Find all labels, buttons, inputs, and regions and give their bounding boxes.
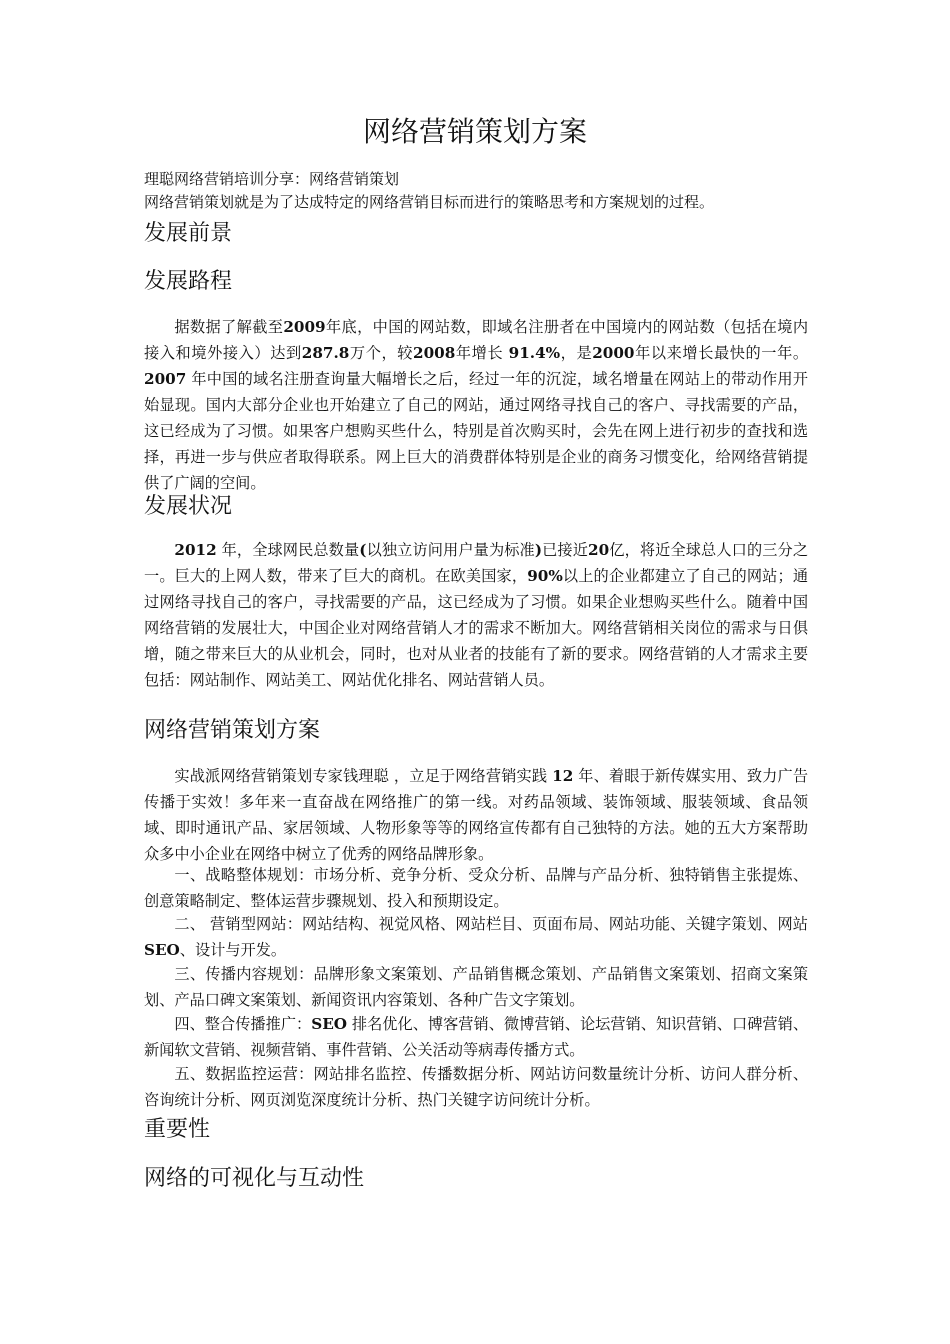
plan-item-3: 三、传播内容规划：品牌形象文案策划、产品销售概念策划、产品销售文案策划、招商文案策划、产品口碑文案策划、新闻资讯内容策划、各种广告文字策划。 xyxy=(144,965,808,1009)
paragraph-plan-intro xyxy=(144,763,808,867)
number-run: 2012 xyxy=(174,541,217,559)
text-run: 年以来增长最快的一年。 xyxy=(634,344,809,362)
document-title: 网络营销策划方案 xyxy=(362,115,587,148)
number-run: 12 xyxy=(552,767,574,785)
text-run: 四、整合传播推广： xyxy=(174,1015,312,1033)
number-run: 2009 xyxy=(283,318,326,336)
text-run: 年中国的域名注册查询量大幅增长之后，经过一年的沉淀，域名增量在网站上的带动作用开始显现。国内大部分企业也开始建立了自己的网站，通过网络寻找自己的客户、寻找需要的产品，这已经成为了习惯。如果客户想购买些什么，特别是首次购买时，会先在网上进行初步的查找和选择，再进一步与供应者取得联系。网上巨大的消费群体特别是企业的商务习惯变化，给网络营销提供了广阔的空间。 xyxy=(144,370,808,492)
paragraph-history xyxy=(144,314,808,496)
number-run: 2000 xyxy=(592,344,635,362)
text-run: 万个，较 xyxy=(349,344,414,362)
heading-importance: 重要性 xyxy=(144,1117,211,1142)
text-run: 年，全球网民总数量 xyxy=(216,541,360,559)
number-run: 20 xyxy=(588,541,610,559)
text-run: 年底，中国的网站数，即域名注册者在中国境内的网站数（包括在境内接入和境外接入）达到 xyxy=(144,318,809,362)
plan-item-5: 五、数据监控运营：网站排名监控、传播数据分析、网站访问数量统计分析、访问人群分析、咨询统计分析、网页浏览深度统计分析、热门关键字访问统计分析。 xyxy=(144,1065,808,1109)
plan-item-2 xyxy=(144,911,808,963)
text-run: 实战派网络营销策划专家钱理聪 ，立足于网络营销实践 xyxy=(174,767,553,785)
plan-item-4 xyxy=(144,1011,808,1063)
number-run: 2007 xyxy=(144,370,187,388)
seo-run: SEO xyxy=(144,941,180,959)
paragraph-status xyxy=(144,537,808,693)
text-run: 二、 营销型网站：网站结构、视觉风格、网站栏目、页面布局、网站功能、关键字策划、网站 xyxy=(174,915,808,933)
heading-status: 发展状况 xyxy=(144,494,233,519)
intro-line-definition: 网络营销策划就是为了达成特定的网络营销目标而进行的策略思考和方案规划的过程。 xyxy=(144,193,715,211)
heading-history: 发展路程 xyxy=(144,269,233,294)
text-run: 据数据了解截至 xyxy=(174,318,284,336)
number-run: 2008 xyxy=(413,344,456,362)
text-run: 已接近 xyxy=(542,541,589,559)
text-run: 排名优化、博客营销、微博营销、论坛营销、知识营销、口碑营销、新闻软文营销、视频营销、事件营销、公关活动等病毒传播方式。 xyxy=(144,1015,809,1059)
text-run: 以独立访问用户量为标准 xyxy=(366,541,535,559)
text-run: ，是 xyxy=(560,344,593,362)
heading-marketing-plan: 网络营销策划方案 xyxy=(144,718,321,743)
intro-line-source: 理聪网络营销培训分享：网络营销策划 xyxy=(144,170,400,188)
text-run: 以上的企业都建立了自己的网站；通过网络寻找自己的客户，寻找需要的产品，这已经成为了习惯。如果企业想购买些什么。随着中国网络营销的发展壮大，中国企业对网络营销人才的需求不断加大。网络营销相关岗位的需求与日俱增，随之带来巨大的从业机会，同时，也对从业者的技能有了新的要求。网络营销的人才需求主要包括：网站制作、网站美工、网站优化排名、网站营销人员。 xyxy=(144,567,809,689)
number-run: 90% xyxy=(527,567,563,585)
heading-prospects: 发展前景 xyxy=(144,221,233,246)
text-run: 年、着眼于新传媒实用、致力广告传播于实效！多年来一直奋战在网络推广的第一线。对药品领域、装饰领域、服装领域、食品领域、即时通讯产品、家居领域、人物形象等等的网络宣传都有自己独特的方法。她的五大方案帮助众多中小企业在网络中树立了优秀的网络品牌形象。 xyxy=(144,767,809,863)
number-run: ( xyxy=(359,541,367,559)
plan-item-1: 一、战略整体规划：市场分析、竞争分析、受众分析、品牌与产品分析、独特销售主张提炼、创意策略制定、整体运营步骤规划、投入和预期设定。 xyxy=(144,866,808,910)
text-run: 年增长 xyxy=(455,344,509,362)
seo-run: SEO xyxy=(311,1015,348,1033)
text-run: 亿，将近全球总人口的三分之一。巨大的上网人数，带来了巨大的商机。在欧美国家， xyxy=(144,541,809,585)
heading-visualization-interactivity: 网络的可视化与互动性 xyxy=(144,1166,365,1191)
number-run: 91.4% xyxy=(508,344,561,362)
text-run: 、设计与开发。 xyxy=(179,941,287,959)
number-run: ) xyxy=(534,541,543,559)
number-run: 287.8 xyxy=(301,344,350,362)
